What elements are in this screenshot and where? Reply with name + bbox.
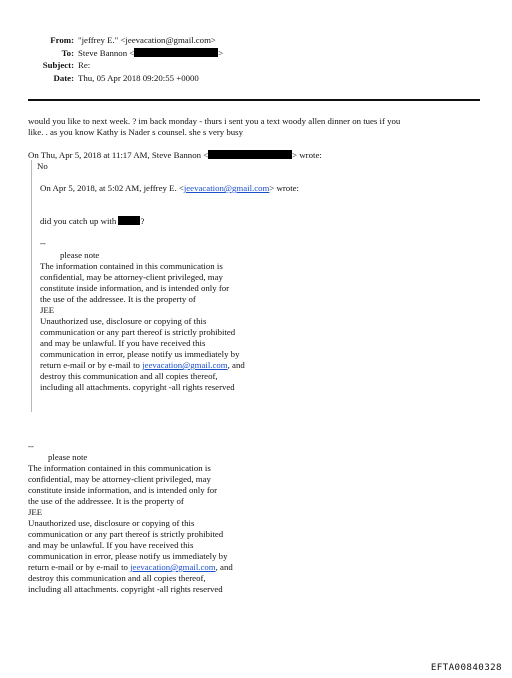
from-label: From: (50, 35, 74, 45)
from-row (0, 34, 512, 47)
header-divider (28, 99, 480, 101)
confidentiality-notice (28, 452, 268, 595)
notice-title: please note (60, 250, 100, 260)
notice-line: communication in error, please notify us immediately by (28, 551, 228, 561)
notice-line: communication in error, please notify us immediately by (40, 349, 240, 359)
from-value: "jeffrey E." <jeevacation@gmail.com> (78, 35, 216, 45)
to-close: > (218, 47, 224, 58)
reply1-attribution: On Thu, Apr 5, 2018 at 11:17 AM, Steve Bannon < (28, 150, 209, 160)
notice-line: return e-mail or by e-mail to jeevacation@gmail.com, and (40, 360, 245, 370)
message-line: would you like to next week. ? im back monday - thurs i sent you a text woody allen dinner on tues if you (28, 116, 401, 126)
email-link[interactable]: jeevacation@gmail.com (130, 562, 216, 572)
bates-number: EFTA00840328 (430, 662, 502, 673)
signature-dash: -- (28, 441, 34, 451)
notice-line: destroy this communication and all copies thereof, (28, 573, 206, 583)
to-label: To: (61, 47, 74, 58)
reply-quote-1 (28, 150, 478, 172)
notice-line: confidential, may be attorney-client privileged, may (40, 272, 223, 282)
redaction-box (134, 48, 218, 57)
redaction-box (118, 216, 140, 225)
notice-line: JEE (28, 507, 43, 517)
subject-label: Subject: (42, 60, 74, 71)
notice-line: The information contained in this communication is (28, 463, 211, 473)
reply2-question: did you catch up with ? (40, 216, 145, 226)
date-value: Thu, 05 Apr 2018 09:20:55 +0000 (78, 72, 199, 83)
notice-line: destroy this communication and all copies thereof, (40, 371, 218, 381)
to-value: Steve Bannon < (78, 47, 135, 58)
notice-line: and may be unlawful. If you have received this (40, 338, 206, 348)
email-link[interactable]: jeevacation@gmail.com (142, 360, 228, 370)
date-row (0, 72, 512, 85)
notice-line: communication or any part thereof is strictly prohibited (40, 327, 236, 337)
notice-line: Unauthorized use, disclosure or copying of this (40, 316, 207, 326)
notice-line: confidential, may be attorney-client privileged, may (28, 474, 211, 484)
notice-line: The information contained in this communication is (40, 261, 223, 271)
confidentiality-notice (40, 250, 280, 393)
notice-line: return e-mail or by e-mail to jeevacation@gmail.com, and (28, 562, 233, 572)
notice-line: including all attachments. copyright -all rights reserved (40, 382, 235, 392)
subject-value: Re: (78, 60, 91, 71)
email-header (0, 34, 512, 84)
notice-line: JEE (40, 305, 55, 315)
signature-dash: -- (40, 238, 46, 248)
notice-line: communication or any part thereof is strictly prohibited (28, 529, 224, 539)
date-label: Date: (53, 72, 74, 83)
reply1-attribution-end: > wrote: (292, 150, 322, 160)
redaction-box (208, 150, 292, 159)
reply1-text: No (37, 161, 48, 171)
quote-bar (31, 160, 32, 412)
notice-line: and may be unlawful. If you have received this (28, 540, 194, 550)
message-line: like. . as you know Kathy is Nader s counsel. she s very busy (28, 127, 243, 137)
subject-row (0, 59, 512, 72)
to-row (0, 47, 512, 60)
notice-line: including all attachments. copyright -all rights reserved (28, 584, 223, 594)
email-link[interactable]: jeevacation@gmail.com (183, 183, 270, 193)
notice-line: Unauthorized use, disclosure or copying of this (28, 518, 195, 528)
message-body (28, 116, 484, 138)
notice-line: the use of the addressee. It is the property of (40, 294, 196, 304)
reply2-attribution: On Apr 5, 2018, at 5:02 AM, jeffrey E. <jeevacation@gmail.com> wrote: (40, 183, 299, 193)
notice-title: please note (48, 452, 88, 462)
notice-line: constitute inside information, and is intended only for (40, 283, 230, 293)
notice-line: constitute inside information, and is intended only for (28, 485, 218, 495)
notice-line: the use of the addressee. It is the property of (28, 496, 184, 506)
